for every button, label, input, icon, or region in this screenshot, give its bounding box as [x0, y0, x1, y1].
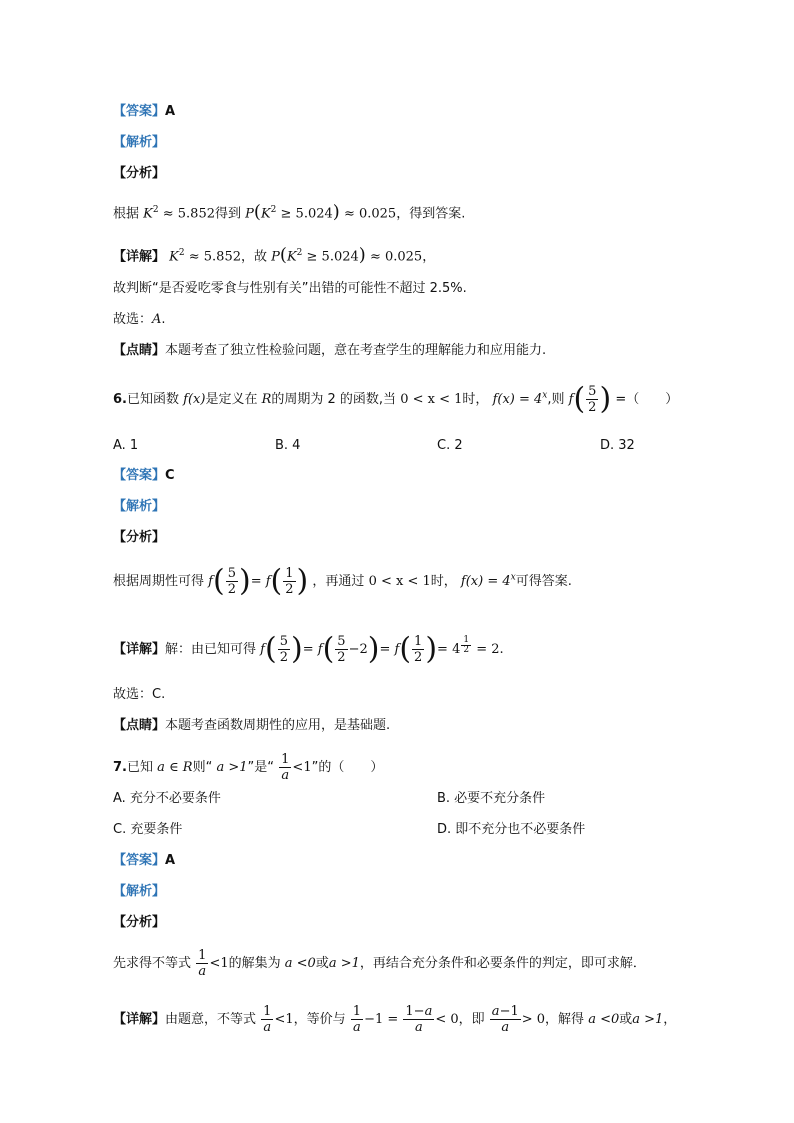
detail-line-q6: 【详解】解：由已知可得 f( $\frac{5}{2}$ )= f( $\frac{5}{2}$ −2)= f( $\frac{1}{2}$ )= 4 $^{\frac{1}{2}}$ = 2.	[113, 631, 504, 667]
question-7-stem: 7.已知 a ∈ R则“ a >1”是“ $\frac{1}{a}$ <1”的（ ）	[113, 752, 384, 783]
fenxi-line-q7: 先求得不等式 $\frac{1}{a}$ <1的解集为 a <0或a >1，再结合充分条件和必要条件的判定，即可求解．	[113, 948, 646, 979]
fenxi-tag: 【分析】	[113, 530, 166, 545]
detail-line-q7: 【详解】由题意，不等式 $\frac{1}{a}$ <1，等价与 $\frac{1}{a}$ −1 = $\frac{1-a}{a}$ < 0，即 $\frac{a-1}{a}$ > 0，解得 a <0或a >1，	[113, 1004, 677, 1035]
answer-line-q5	[113, 102, 175, 122]
option-a[interactable]: A. 1	[113, 438, 139, 453]
answer-value: A	[165, 104, 176, 119]
option-a[interactable]: A. 充分不必要条件	[113, 791, 221, 806]
conclusion-q5: 故判断“是否爱吃零食与性别有关”出错的可能性不超过 2.5%.	[113, 281, 467, 296]
analysis-tag: 【解析】	[113, 135, 166, 150]
option-d[interactable]: D. 即不充分也不必要条件	[437, 822, 586, 837]
dianjing-q6: 【点睛】本题考查函数周期性的应用，是基础题.	[113, 718, 391, 733]
choose-q5: 故选：A.	[113, 312, 166, 327]
dianjing-q5: 【点睛】本题考查了独立性检验问题，意在考查学生的理解能力和应用能力.	[113, 343, 547, 358]
detail-line-q5: 【详解】 $K^2 \approx 5.852$，故 $P(K^2 \ge 5.024) \approx 0.025$，	[113, 244, 436, 266]
detail-tag: 【详解】	[113, 249, 166, 265]
choose-q6: 故选：C.	[113, 687, 166, 702]
fenxi-tag: 【分析】	[113, 915, 166, 930]
fenxi-tag: 【分析】	[113, 166, 166, 181]
answer-line-q6: 【答案】C	[113, 468, 175, 483]
answer-tag: 【答案】	[113, 104, 166, 119]
fenxi-line-q5: 根据 $K^2 \approx 5.852$得到 $P(K^2 \ge 5.024) \approx 0.025$，得到答案.	[113, 201, 466, 223]
analysis-tag: 【解析】	[113, 499, 166, 514]
option-b[interactable]: B. 必要不充分条件	[437, 791, 546, 806]
analysis-tag: 【解析】	[113, 884, 166, 899]
answer-line-q7: 【答案】A	[113, 853, 176, 868]
question-6-stem: 6.已知函数 f(x)是定义在 R的周期为 2 的函数,当 0 < x < 1时， $f(x) = 4^x$,则 f( $\frac{5}{2}$ ) =（ ）	[113, 381, 679, 417]
fenxi-line-q6: 根据周期性可得 f( $\frac{5}{2}$ )= f( $\frac{1}{2}$ ) ，再通过 0 < x < 1时， $f(x) = 4^x$可得答案.	[113, 563, 572, 599]
option-b[interactable]: B. 4	[275, 438, 301, 453]
option-d[interactable]: D. 32	[600, 438, 635, 453]
option-c[interactable]: C. 2	[437, 438, 463, 453]
option-c[interactable]: C. 充要条件	[113, 822, 183, 837]
